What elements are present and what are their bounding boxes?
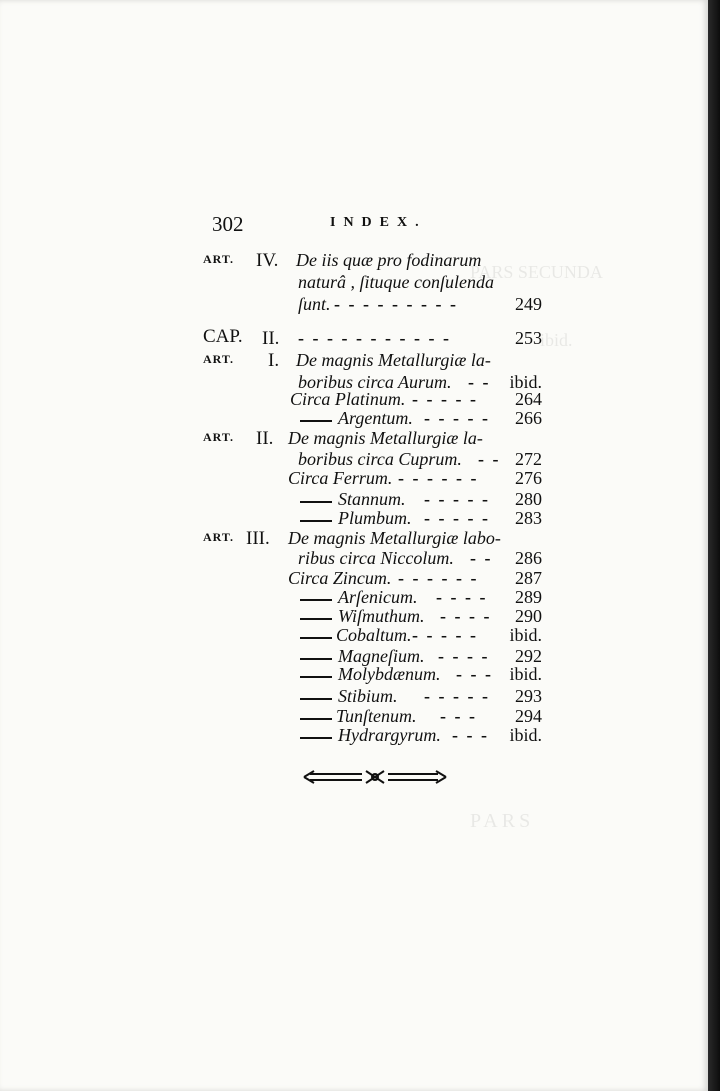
page-ref: 294	[515, 706, 542, 726]
bleed-through-text: PARS	[470, 810, 535, 832]
page-header	[212, 212, 512, 242]
dot-leader: - - - - -	[424, 508, 490, 528]
dot-leader: - - - - -	[412, 389, 478, 409]
index-entry	[0, 350, 720, 372]
entry-text: ſunt.	[298, 294, 331, 314]
dot-leader: - - - - -	[424, 489, 490, 509]
dot-leader: - - - - - -	[398, 468, 479, 488]
dot-leader: - - -	[452, 725, 489, 745]
entry-text: naturâ , ſituque conſulenda	[298, 272, 494, 292]
ditto-rule	[300, 718, 332, 720]
page-ref: 272	[515, 449, 542, 469]
entry-text: Circa Platinum.	[290, 389, 406, 409]
index-entry	[0, 508, 720, 530]
dot-leader: - - - - - -	[398, 568, 479, 588]
ditto-rule	[300, 637, 332, 639]
index-entry	[0, 250, 720, 272]
index-entry	[0, 294, 720, 316]
page-ref: ibid.	[509, 664, 542, 684]
index-entry	[0, 528, 720, 550]
ditto-rule	[300, 698, 332, 700]
ditto-rule	[300, 599, 332, 601]
entry-text: ribus circa Niccolum.	[298, 548, 454, 568]
ditto-rule	[300, 658, 332, 660]
right-arrow-icon	[436, 771, 446, 783]
entry-text: De magnis Metallurgiæ labo-	[288, 528, 501, 548]
index-entry	[0, 548, 720, 570]
entry-text: De iis quæ pro fodinarum	[296, 250, 482, 270]
dot-leader: - - - - - - - - -	[334, 294, 458, 314]
index-entry	[0, 428, 720, 450]
entry-text: Wiſmuthum.	[338, 606, 425, 626]
entry-number: III.	[246, 528, 270, 549]
page-ref: 293	[515, 686, 542, 706]
entry-text: boribus circa Aurum.	[298, 372, 452, 392]
ditto-rule	[300, 676, 332, 678]
entry-label: ART.	[203, 352, 235, 366]
index-entry	[0, 328, 720, 350]
page-ref: 276	[515, 468, 542, 488]
entry-number: II.	[262, 328, 280, 349]
entry-number: II.	[256, 428, 274, 449]
index-entry	[0, 686, 720, 708]
page-ref: 253	[515, 328, 542, 348]
index-entry	[0, 625, 720, 647]
index-entry	[0, 725, 720, 747]
dot-leader: - - - - -	[424, 408, 490, 428]
index-entry	[0, 468, 720, 490]
left-arrow-icon	[304, 771, 314, 783]
ditto-rule	[300, 420, 332, 422]
dot-leader: - - - -	[440, 606, 492, 626]
entry-label: ART.	[203, 430, 235, 444]
entry-text: Cobaltum.	[336, 625, 412, 645]
entry-text: Magneſium.	[338, 646, 425, 666]
dot-leader: - - - - -	[412, 625, 478, 645]
page-ref: ibid.	[509, 625, 542, 645]
page-ref: 283	[515, 508, 542, 528]
entry-number: IV.	[256, 250, 279, 271]
page-ref: 286	[515, 548, 542, 568]
cross-ornament-icon	[366, 771, 384, 783]
entry-text: Tunſtenum.	[336, 706, 417, 726]
page-ref: 266	[515, 408, 542, 428]
ditto-rule	[300, 737, 332, 739]
entry-label: ART.	[203, 530, 235, 544]
entry-text: Arſenicum.	[338, 587, 418, 607]
entry-text: Circa Ferrum.	[288, 468, 393, 488]
entry-text: Molybdænum.	[338, 664, 441, 684]
page-edge	[708, 0, 720, 1091]
bleed-through-text: ibid.	[540, 330, 573, 350]
index-entry	[0, 664, 720, 686]
ditto-rule	[300, 520, 332, 522]
entry-number: I.	[268, 350, 280, 371]
page-title: INDEX.	[330, 215, 427, 230]
entry-label: ART.	[203, 252, 235, 266]
dot-leader: - - - - -	[424, 686, 490, 706]
dot-leader: - - -	[440, 706, 477, 726]
entry-text: De magnis Metallurgiæ la-	[296, 350, 491, 370]
dot-leader: - -	[478, 449, 501, 469]
page-ref: 280	[515, 489, 542, 509]
entry-label: CAP.	[203, 326, 243, 347]
entry-text: Argentum.	[338, 408, 413, 428]
entry-text: Stibium.	[338, 686, 398, 706]
dot-leader: - - - -	[436, 587, 488, 607]
ditto-rule	[300, 501, 332, 503]
dot-leader: - - - - - - - - - - -	[298, 328, 451, 348]
ditto-rule	[300, 618, 332, 620]
dot-leader: - -	[470, 548, 493, 568]
page-number: 302	[212, 212, 244, 236]
page-ref: 290	[515, 606, 542, 626]
entry-text: Plumbum.	[338, 508, 412, 528]
entry-text: Circa Zincum.	[288, 568, 392, 588]
dot-leader: - -	[468, 372, 491, 392]
page-ref: 287	[515, 568, 542, 588]
page-ref: 249	[515, 294, 542, 314]
printers-ornament	[300, 768, 450, 786]
page-ref: ibid.	[509, 372, 542, 392]
page-ref: 264	[515, 389, 542, 409]
entry-text: boribus circa Cuprum.	[298, 449, 462, 469]
dot-leader: - - - -	[438, 646, 490, 666]
index-entry	[0, 272, 720, 294]
page-ref: 289	[515, 587, 542, 607]
bleed-through-text: PARS SECUNDA	[470, 262, 603, 282]
entry-text: De magnis Metallurgiæ la-	[288, 428, 483, 448]
dot-leader: - - -	[456, 664, 493, 684]
entry-text: Hydrargyrum.	[338, 725, 441, 745]
page-ref: ibid.	[509, 725, 542, 745]
page-ref: 292	[515, 646, 542, 666]
entry-text: Stannum.	[338, 489, 406, 509]
index-entry	[0, 408, 720, 430]
